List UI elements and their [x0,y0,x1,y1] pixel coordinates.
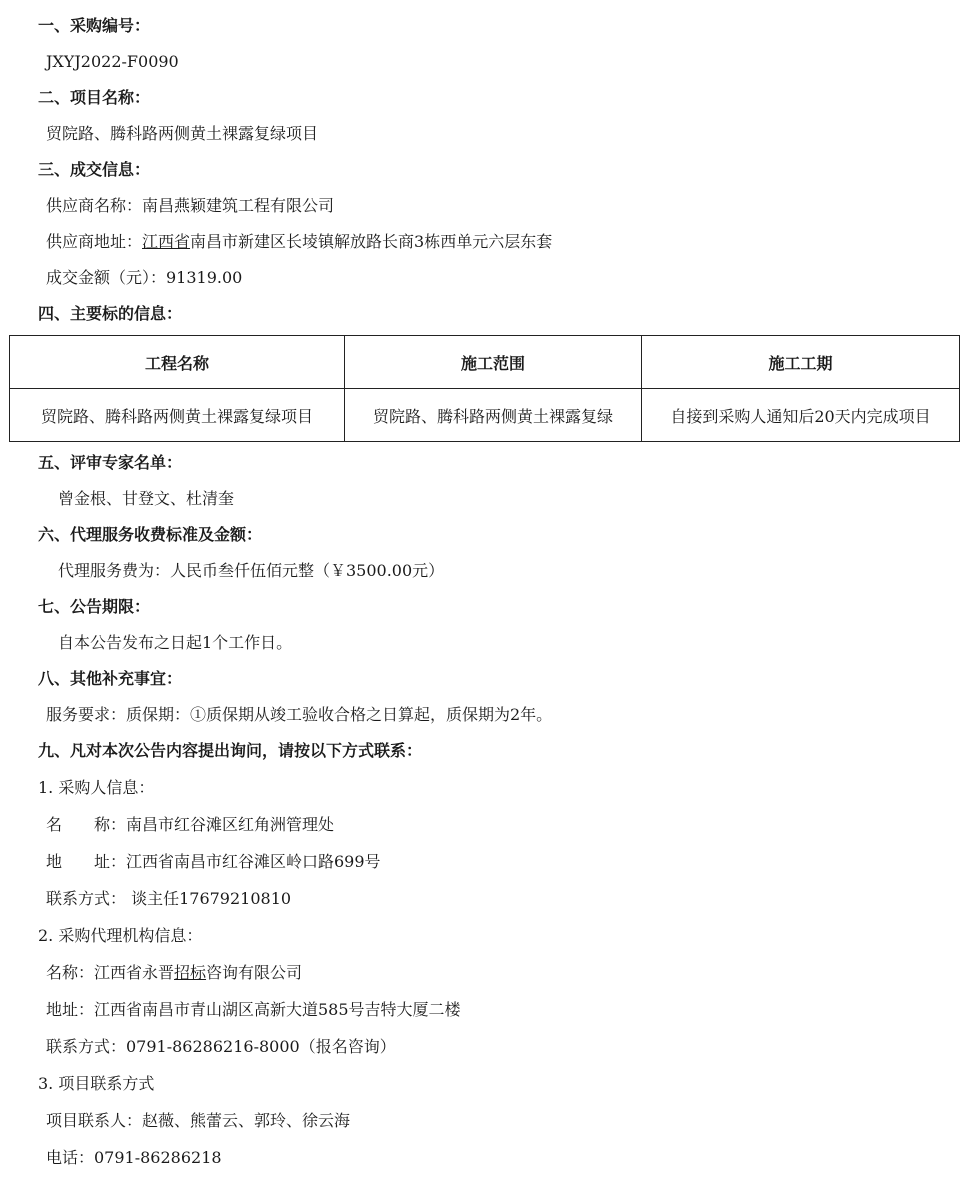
purchaser-name: 名 称：南昌市红谷滩区红角洲管理处 [46,815,335,834]
agency-fee: 代理服务费为：人民币叁仟伍佰元整（￥3500.00元） [58,561,445,580]
section-5-heading: 五、评审专家名单： [38,453,183,472]
agency-info-title: 2. 采购代理机构信息： [38,926,203,945]
purchaser-address: 地 址：江西省南昌市红谷滩区岭口路699号 [46,852,381,871]
table-cell: 自接到采购人通知后20天内完成项目 [642,389,960,442]
table-header-cell: 施工工期 [642,336,960,389]
agency-address: 地址：江西省南昌市青山湖区高新大道585号吉特大厦二楼 [46,1000,461,1019]
award-amount: 成交金额（元）：91319.00 [46,268,243,287]
purchaser-contact: 联系方式： 谈主任17679210810 [46,889,292,908]
supplier-address-label: 供应商地址： [46,232,143,251]
section-7-heading: 七、公告期限： [38,597,151,616]
section-2-heading: 二、项目名称： [38,88,151,107]
supplier-address-link[interactable]: 江西省 [142,232,191,251]
section-8-heading: 八、其他补充事宜： [38,669,183,688]
project-contact-phone: 电话：0791-86286218 [46,1148,222,1167]
supplier-address [46,230,552,254]
section-6-heading: 六、代理服务收费标准及金额： [38,525,263,544]
section-4-heading: 四、主要标的信息： [38,304,183,323]
agency-name-prefix: 名称：江西省永晋 [46,963,175,982]
project-name: 贸院路、腾科路两侧黄土裸露复绿项目 [46,124,319,143]
section-1-heading: 一、采购编号： [38,16,151,35]
agency-name-link[interactable]: 招标 [174,963,207,982]
agency-contact: 联系方式：0791-86286216-8000（报名咨询） [46,1037,396,1056]
agency-name [46,961,302,985]
supplier-name: 供应商名称：南昌燕颖建筑工程有限公司 [46,196,335,215]
section-9-heading: 九、凡对本次公告内容提出询问，请按以下方式联系： [38,741,423,760]
project-contact-title: 3. 项目联系方式 [38,1074,155,1093]
table-header-row [10,336,960,389]
table-header-cell: 工程名称 [10,336,345,389]
table-header-cell: 施工范围 [345,336,642,389]
purchaser-info-title: 1. 采购人信息： [38,778,155,797]
table-cell: 贸院路、腾科路两侧黄土裸露复绿项目 [10,389,345,442]
table-row [10,389,960,442]
project-contact-people: 项目联系人：赵薇、熊蕾云、郭玲、徐云海 [46,1111,351,1130]
notice-period: 自本公告发布之日起1个工作日。 [58,633,293,652]
table-cell: 贸院路、腾科路两侧黄土裸露复绿 [345,389,642,442]
procurement-number: JXYJ2022-F0090 [46,52,179,71]
section-3-heading: 三、成交信息： [38,160,151,179]
service-requirement: 服务要求：质保期：①质保期从竣工验收合格之日算起，质保期为2年。 [46,705,553,724]
supplier-address-rest: 南昌市新建区长堎镇解放路长商3栋西单元六层东套 [190,232,553,251]
agency-name-suffix: 咨询有限公司 [206,963,303,982]
expert-list: 曾金根、甘登文、杜清奎 [58,489,235,508]
subject-info-table [9,335,960,442]
